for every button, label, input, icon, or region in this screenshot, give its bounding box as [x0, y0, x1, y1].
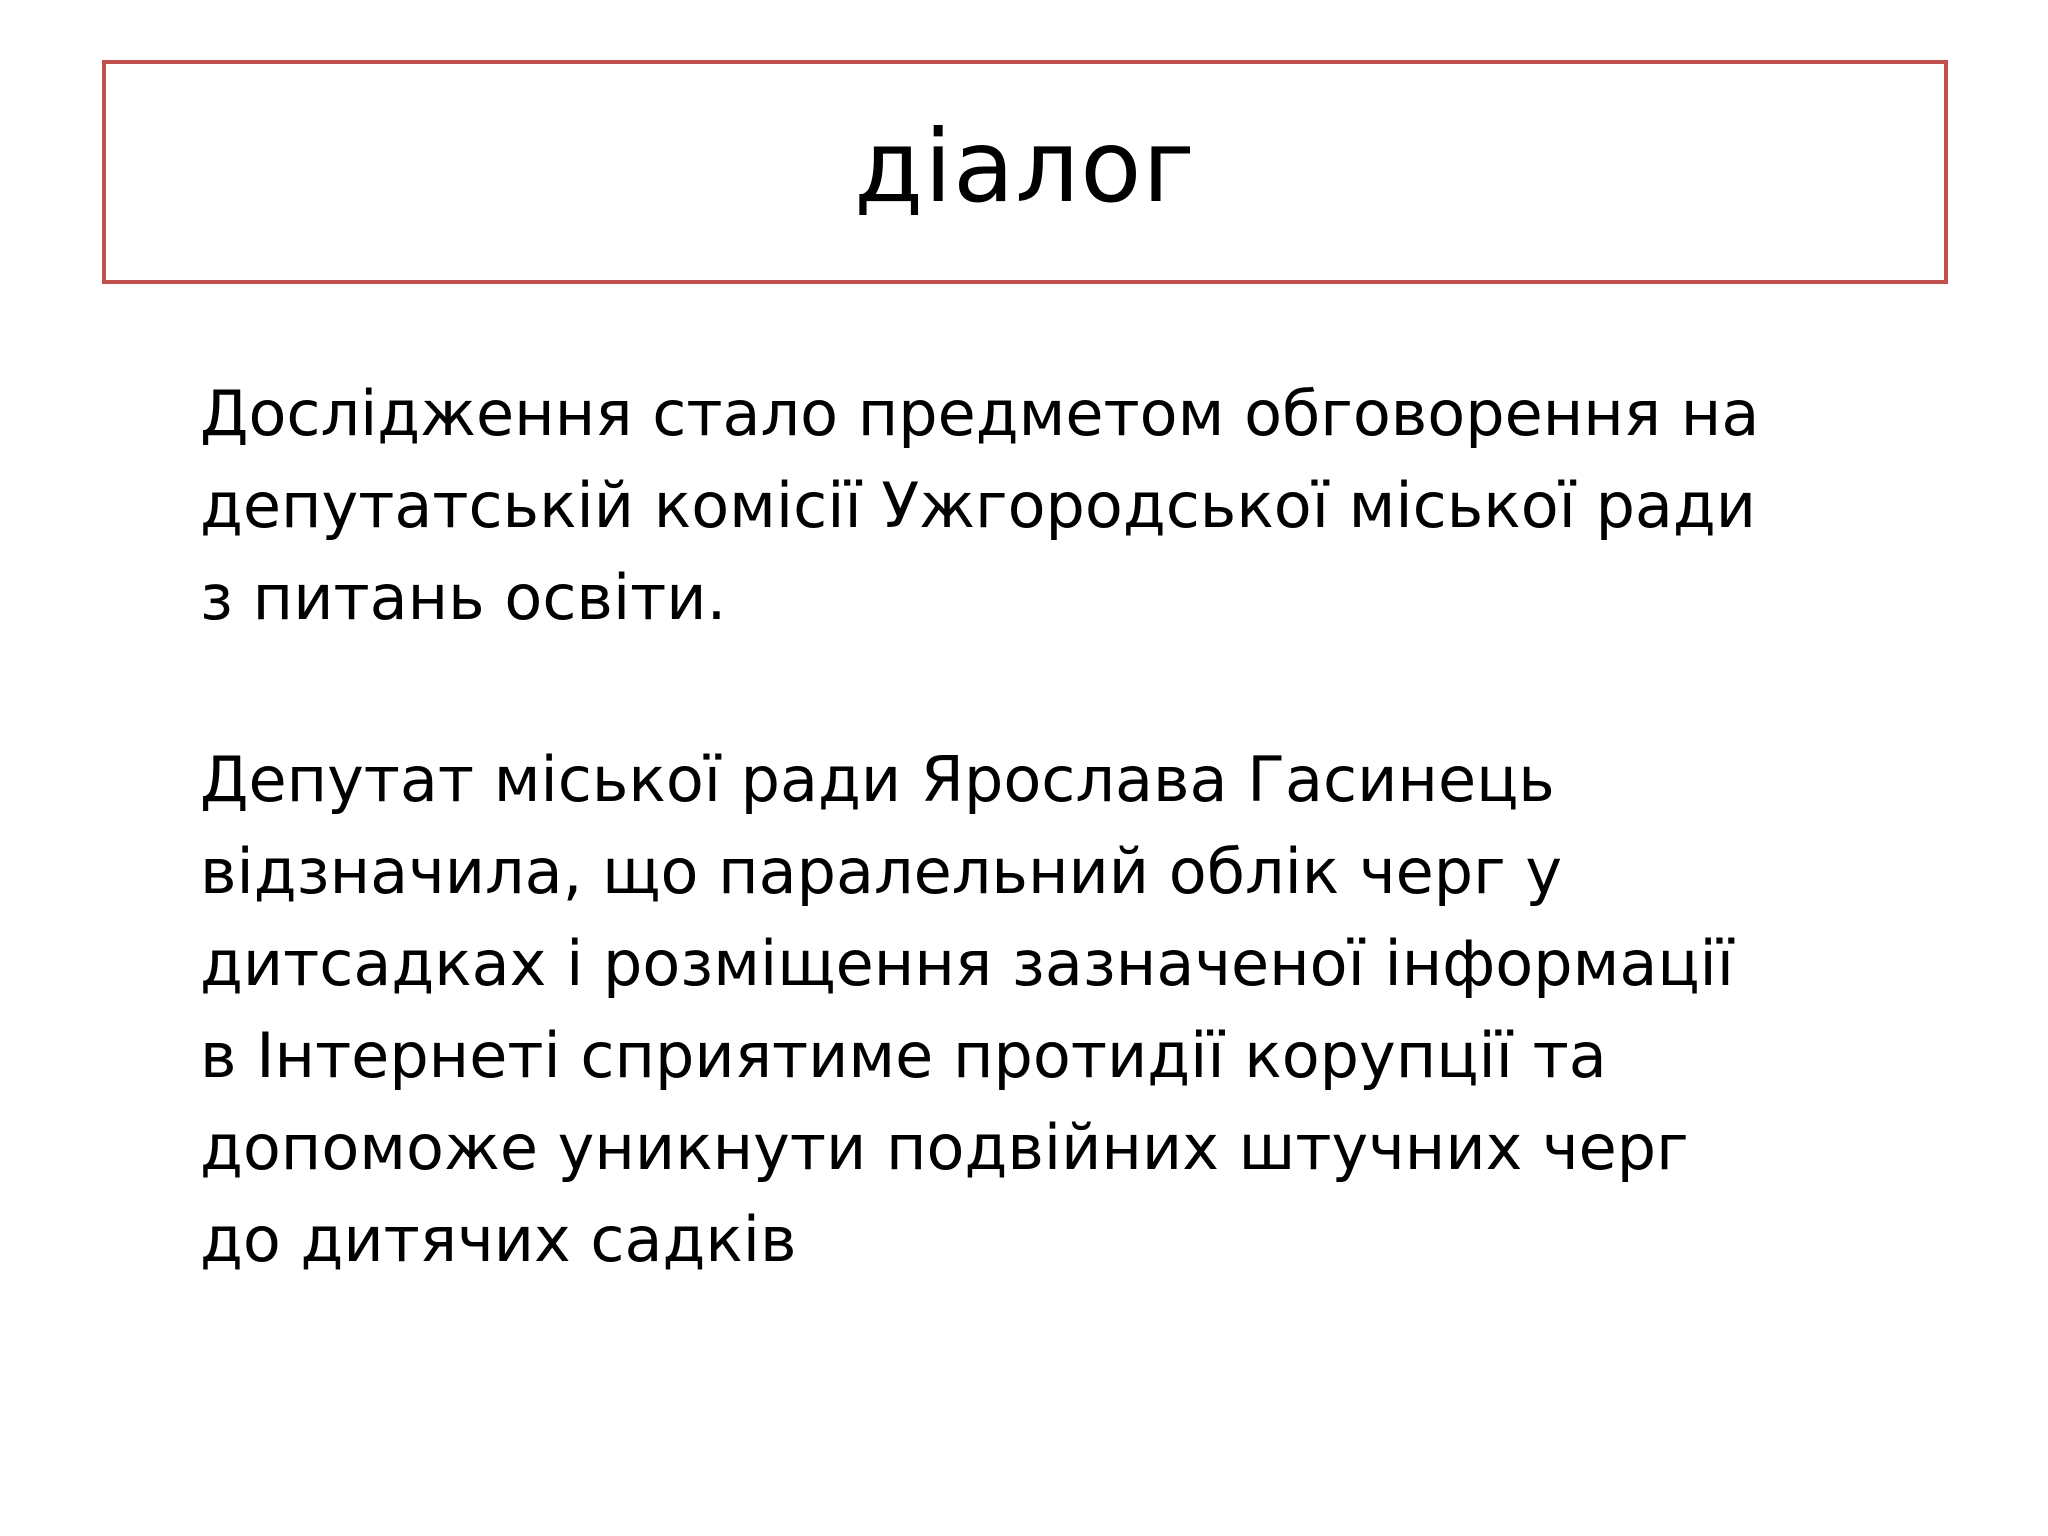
paragraph-line: з питань освіти. — [200, 561, 727, 634]
paragraph-line: депутатській комісії Ужгородської міської ради — [200, 469, 1757, 542]
paragraph-line: до дитячих садків — [200, 1203, 797, 1276]
title-box — [102, 60, 1948, 284]
paragraph-line: Дослідження стало предметом обговорення на — [200, 377, 1760, 450]
paragraph-1 — [200, 368, 1960, 644]
slide-title: діалог — [854, 108, 1196, 225]
paragraph-line: дитсадках і розміщення зазначеної інформації — [200, 927, 1734, 1000]
paragraph-line: в Інтернеті сприятиме протидії корупції та — [200, 1019, 1607, 1092]
slide-body — [200, 368, 1960, 1286]
paragraph-line: Депутат міської ради Ярослава Гасинець — [200, 743, 1555, 816]
paragraph-line: допоможе уникнути подвійних штучних черг — [200, 1111, 1689, 1184]
paragraph-line: відзначила, що паралельний облік черг у — [200, 835, 1563, 908]
paragraph-2 — [200, 734, 1960, 1286]
